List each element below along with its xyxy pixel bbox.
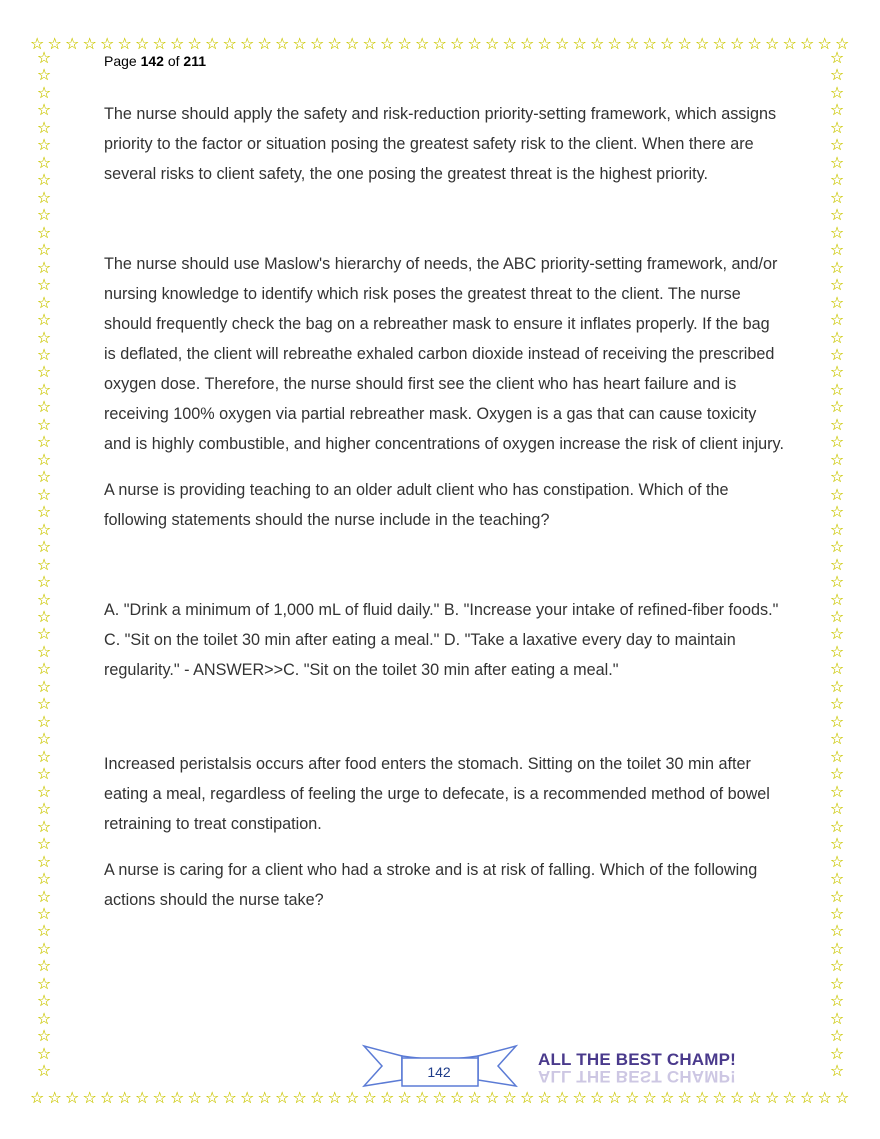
star-icon: ☆ (36, 432, 52, 452)
star-icon: ☆ (36, 222, 52, 242)
star-icon: ☆ (572, 34, 587, 53)
star-icon: ☆ (36, 991, 52, 1011)
star-icon: ☆ (829, 449, 845, 469)
star-icon: ☆ (590, 34, 605, 53)
star-icon: ☆ (829, 379, 845, 399)
star-icon: ☆ (829, 607, 845, 626)
star-icon: ☆ (829, 624, 845, 644)
star-icon: ☆ (829, 991, 845, 1011)
star-icon: ☆ (257, 1088, 272, 1107)
star-icon: ☆ (502, 1088, 517, 1107)
star-icon: ☆ (829, 973, 845, 993)
star-icon: ☆ (677, 1088, 692, 1107)
star-icon: ☆ (36, 310, 52, 330)
star-icon: ☆ (36, 816, 52, 836)
star-icon: ☆ (800, 1088, 815, 1107)
star-icon: ☆ (829, 292, 845, 312)
border-left (33, 50, 55, 1080)
paragraph: Increased peristalsis occurs after food enters the stomach. Sitting on the toilet 30 min after eating a meal, regardless of feeling the urge to defecate, is a recommended method of bowel retraining to treat constipation. (104, 755, 770, 833)
star-icon: ☆ (205, 1088, 220, 1107)
star-icon: ☆ (520, 34, 535, 53)
star-icon: ☆ (800, 34, 815, 53)
star-icon: ☆ (36, 799, 52, 819)
star-icon: ☆ (36, 152, 52, 172)
star-icon: ☆ (36, 834, 52, 854)
star-icon: ☆ (380, 1088, 395, 1107)
star-icon: ☆ (36, 624, 52, 644)
star-icon: ☆ (362, 1088, 377, 1107)
star-icon: ☆ (555, 34, 570, 53)
star-icon: ☆ (625, 34, 640, 53)
star-icon: ☆ (829, 676, 845, 696)
star-icon: ☆ (829, 344, 845, 364)
page-current: 142 (140, 53, 164, 69)
star-icon: ☆ (829, 310, 845, 330)
star-icon: ☆ (829, 1026, 845, 1046)
star-icon: ☆ (607, 1088, 622, 1107)
star-icon: ☆ (47, 34, 62, 53)
star-icon: ☆ (829, 187, 845, 207)
star-icon: ☆ (829, 48, 845, 67)
star-icon: ☆ (275, 1088, 290, 1107)
star-icon: ☆ (36, 659, 52, 679)
star-icon: ☆ (36, 82, 52, 102)
star-icon: ☆ (829, 257, 845, 277)
star-icon: ☆ (152, 1088, 167, 1107)
border-top (30, 33, 850, 55)
star-icon: ☆ (36, 746, 52, 766)
star-icon: ☆ (36, 921, 52, 941)
star-icon: ☆ (36, 781, 52, 801)
star-icon: ☆ (660, 1088, 675, 1107)
star-icon: ☆ (310, 34, 325, 53)
star-icon: ☆ (240, 1088, 255, 1107)
star-icon: ☆ (36, 938, 52, 958)
star-icon: ☆ (36, 362, 52, 382)
star-icon: ☆ (829, 764, 845, 784)
star-icon: ☆ (829, 746, 845, 766)
star-icon: ☆ (36, 48, 52, 67)
star-icon: ☆ (829, 467, 845, 487)
page-total: 211 (183, 53, 207, 69)
star-icon: ☆ (829, 519, 845, 539)
star-icon: ☆ (415, 1088, 430, 1107)
star-icon: ☆ (222, 34, 237, 53)
star-icon: ☆ (397, 1088, 412, 1107)
star-icon: ☆ (100, 1088, 115, 1107)
star-icon: ☆ (450, 1088, 465, 1107)
star-icon: ☆ (152, 34, 167, 53)
star-icon: ☆ (36, 502, 52, 522)
paragraph: The nurse should apply the safety and risk-reduction priority-setting framework, which assigns priority to the factor or situation posing the greatest safety risk to the client. When there are several risks to client safety, the one posing the greatest threat is the highest priority. (104, 105, 777, 183)
star-icon: ☆ (485, 34, 500, 53)
star-icon: ☆ (36, 1026, 52, 1046)
star-icon: ☆ (829, 589, 845, 609)
star-icon: ☆ (362, 34, 377, 53)
star-icon: ☆ (36, 1008, 52, 1028)
star-icon: ☆ (829, 1061, 845, 1081)
star-icon: ☆ (782, 34, 797, 53)
star-icon: ☆ (590, 1088, 605, 1107)
star-icon: ☆ (36, 414, 52, 434)
star-icon: ☆ (36, 869, 52, 889)
star-icon: ☆ (467, 1088, 482, 1107)
star-icon: ☆ (817, 1088, 832, 1107)
star-icon: ☆ (380, 34, 395, 53)
star-icon: ☆ (36, 589, 52, 609)
star-icon: ☆ (345, 34, 360, 53)
star-icon: ☆ (555, 1088, 570, 1107)
star-icon: ☆ (730, 34, 745, 53)
star-icon: ☆ (36, 275, 52, 295)
star-icon: ☆ (829, 100, 845, 120)
star-icon: ☆ (829, 82, 845, 102)
star-icon: ☆ (36, 956, 52, 976)
star-icon: ☆ (415, 34, 430, 53)
star-icon: ☆ (30, 34, 45, 53)
star-icon: ☆ (829, 135, 845, 155)
star-icon: ☆ (730, 1088, 745, 1107)
star-icon: ☆ (345, 1088, 360, 1107)
star-icon: ☆ (36, 886, 52, 906)
star-icon: ☆ (450, 34, 465, 53)
star-icon: ☆ (36, 676, 52, 696)
paragraph: A nurse is providing teaching to an older adult client who has constipation. Which of the following statements should the nurse include in the teaching? (104, 481, 729, 529)
star-icon: ☆ (712, 1088, 727, 1107)
star-icon: ☆ (817, 34, 832, 53)
star-icon: ☆ (642, 34, 657, 53)
star-icon: ☆ (65, 34, 80, 53)
star-icon: ☆ (829, 65, 845, 85)
star-icon: ☆ (36, 641, 52, 661)
star-icon: ☆ (240, 34, 255, 53)
star-icon: ☆ (660, 34, 675, 53)
border-bottom (30, 1087, 850, 1109)
star-icon: ☆ (36, 379, 52, 399)
star-icon: ☆ (835, 1088, 850, 1107)
star-icon: ☆ (36, 344, 52, 364)
star-icon: ☆ (36, 554, 52, 574)
border-right (826, 50, 848, 1080)
star-icon: ☆ (829, 275, 845, 295)
star-icon: ☆ (36, 292, 52, 312)
star-icon: ☆ (829, 921, 845, 941)
star-icon: ☆ (30, 1088, 45, 1107)
star-icon: ☆ (829, 502, 845, 522)
star-icon: ☆ (607, 34, 622, 53)
star-icon: ☆ (829, 641, 845, 661)
star-icon: ☆ (36, 327, 52, 347)
star-icon: ☆ (36, 117, 52, 137)
footer-slogan: ALL THE BEST CHAMP! (538, 1050, 737, 1069)
star-icon: ☆ (275, 34, 290, 53)
star-icon: ☆ (36, 1043, 52, 1063)
star-icon: ☆ (82, 34, 97, 53)
star-icon: ☆ (292, 34, 307, 53)
star-icon: ☆ (36, 519, 52, 539)
star-icon: ☆ (829, 1043, 845, 1063)
star-icon: ☆ (829, 432, 845, 452)
star-icon: ☆ (36, 973, 52, 993)
star-icon: ☆ (485, 1088, 500, 1107)
star-icon: ☆ (36, 205, 52, 225)
star-icon: ☆ (502, 34, 517, 53)
paragraph: The nurse should use Maslow's hierarchy of needs, the ABC priority-setting framework, and/or nursing knowledge to identify which risk poses the greatest threat to the client. The nurse should frequently check the bag on a rebreather mask to ensure it inflates properly. If the bag is deflated, the client will rebreathe exhaled carbon dioxide instead of receiving the prescribed oxygen dose. Therefore, the nurse should first see the client who has heart failure and is receiving 100% oxygen via partial rebreather mask. Oxygen is a gas that can cause toxicity and is highly combustible, and higher concentrations of oxygen increase the risk of client injury. (104, 255, 784, 453)
star-icon: ☆ (829, 537, 845, 557)
star-icon: ☆ (829, 781, 845, 801)
star-icon: ☆ (36, 729, 52, 749)
star-icon: ☆ (829, 659, 845, 679)
star-icon: ☆ (829, 834, 845, 854)
star-icon: ☆ (432, 34, 447, 53)
star-icon: ☆ (712, 34, 727, 53)
star-icon: ☆ (829, 938, 845, 958)
star-icon: ☆ (677, 34, 692, 53)
star-icon: ☆ (829, 903, 845, 923)
star-icon: ☆ (829, 886, 845, 906)
star-icon: ☆ (36, 65, 52, 85)
star-icon: ☆ (829, 362, 845, 382)
page-of: of (163, 53, 184, 69)
star-icon: ☆ (187, 1088, 202, 1107)
star-icon: ☆ (36, 135, 52, 155)
star-icon: ☆ (36, 397, 52, 417)
star-icon: ☆ (537, 1088, 552, 1107)
star-icon: ☆ (829, 414, 845, 434)
star-icon: ☆ (36, 187, 52, 207)
star-icon: ☆ (520, 1088, 535, 1107)
star-icon: ☆ (829, 327, 845, 347)
page-prefix: Page (104, 53, 141, 69)
star-icon: ☆ (835, 34, 850, 53)
star-icon: ☆ (642, 1088, 657, 1107)
star-icon: ☆ (829, 397, 845, 417)
footer-page-number: 142 (427, 1064, 451, 1080)
star-icon: ☆ (829, 152, 845, 172)
star-icon: ☆ (572, 1088, 587, 1107)
star-icon: ☆ (765, 34, 780, 53)
star-icon: ☆ (222, 1088, 237, 1107)
star-icon: ☆ (135, 1088, 150, 1107)
star-icon: ☆ (397, 34, 412, 53)
star-icon: ☆ (829, 240, 845, 260)
star-icon: ☆ (292, 1088, 307, 1107)
star-icon: ☆ (187, 34, 202, 53)
star-icon: ☆ (829, 694, 845, 714)
star-icon: ☆ (747, 34, 762, 53)
star-icon: ☆ (170, 34, 185, 53)
star-icon: ☆ (36, 1061, 52, 1081)
star-icon: ☆ (36, 851, 52, 871)
star-icon: ☆ (327, 1088, 342, 1107)
star-icon: ☆ (432, 1088, 447, 1107)
star-icon: ☆ (36, 537, 52, 557)
star-icon: ☆ (782, 1088, 797, 1107)
star-icon: ☆ (36, 694, 52, 714)
star-icon: ☆ (829, 869, 845, 889)
star-icon: ☆ (36, 257, 52, 277)
star-icon: ☆ (36, 240, 52, 260)
document-body (104, 99, 784, 915)
star-icon: ☆ (36, 711, 52, 731)
star-icon: ☆ (829, 222, 845, 242)
star-icon: ☆ (829, 572, 845, 592)
star-icon: ☆ (36, 607, 52, 626)
star-icon: ☆ (117, 1088, 132, 1107)
star-icon: ☆ (829, 554, 845, 574)
star-icon: ☆ (47, 1088, 62, 1107)
star-icon: ☆ (36, 764, 52, 784)
star-icon: ☆ (829, 484, 845, 504)
star-icon: ☆ (829, 205, 845, 225)
star-icon: ☆ (747, 1088, 762, 1107)
footer-slogan-reflection: ALL THE BEST CHAMP! (538, 1067, 737, 1086)
star-icon: ☆ (765, 1088, 780, 1107)
star-icon: ☆ (829, 711, 845, 731)
star-icon: ☆ (170, 1088, 185, 1107)
star-icon: ☆ (117, 34, 132, 53)
star-icon: ☆ (829, 851, 845, 871)
star-icon: ☆ (36, 484, 52, 504)
star-icon: ☆ (257, 34, 272, 53)
star-icon: ☆ (327, 34, 342, 53)
star-icon: ☆ (36, 467, 52, 487)
star-icon: ☆ (467, 34, 482, 53)
star-icon: ☆ (625, 1088, 640, 1107)
star-icon: ☆ (695, 1088, 710, 1107)
star-icon: ☆ (100, 34, 115, 53)
star-icon: ☆ (36, 170, 52, 190)
star-icon: ☆ (36, 572, 52, 592)
star-icon: ☆ (537, 34, 552, 53)
star-icon: ☆ (36, 903, 52, 923)
star-icon: ☆ (82, 1088, 97, 1107)
star-icon: ☆ (829, 117, 845, 137)
star-icon: ☆ (205, 34, 220, 53)
paragraph: A nurse is caring for a client who had a stroke and is at risk of falling. Which of the following actions should the nurse take? (104, 861, 758, 909)
star-icon: ☆ (829, 799, 845, 819)
star-icon: ☆ (829, 170, 845, 190)
paragraph: A. "Drink a minimum of 1,000 mL of fluid daily." B. "Increase your intake of refined-fiber foods." C. "Sit on the toilet 30 min after eating a meal." D. "Take a laxative every day to maintain regularity." - ANSWER>>C. "Sit on the toilet 30 min after eating a meal." (104, 601, 779, 679)
star-icon: ☆ (135, 34, 150, 53)
star-icon: ☆ (65, 1088, 80, 1107)
star-icon: ☆ (829, 956, 845, 976)
page-header (104, 53, 206, 69)
star-icon: ☆ (695, 34, 710, 53)
star-icon: ☆ (36, 449, 52, 469)
star-icon: ☆ (36, 100, 52, 120)
star-icon: ☆ (829, 816, 845, 836)
star-icon: ☆ (310, 1088, 325, 1107)
star-icon: ☆ (829, 1008, 845, 1028)
star-icon: ☆ (829, 729, 845, 749)
